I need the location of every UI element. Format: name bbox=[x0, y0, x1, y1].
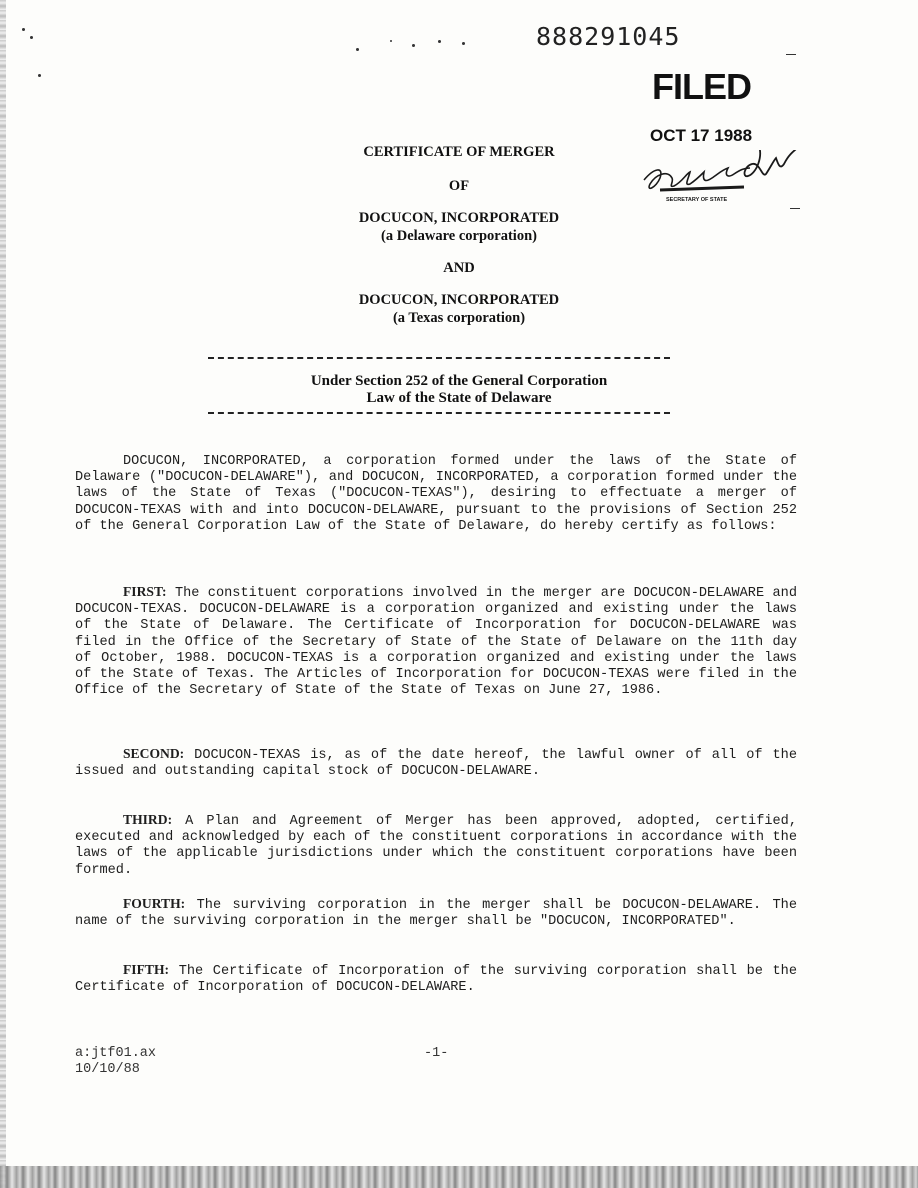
dashed-rule-top bbox=[208, 357, 670, 359]
subtitle-line-1: Under Section 252 of the General Corporation bbox=[310, 373, 608, 389]
svg-text:SECRETARY OF STATE: SECRETARY OF STATE bbox=[666, 197, 728, 203]
scan-speck bbox=[786, 54, 796, 55]
scan-speck bbox=[356, 48, 359, 51]
filed-stamp-date: OCT 17 1988 bbox=[650, 126, 753, 145]
first-paragraph: FIRST: The constituent corporations involved in the merger are DOCUCON-DELAWARE and DOCUCON-TEXAS. DOCUCON-DELAWARE is a corporation organized and existing under the laws of the State of Delaware. The Certificate of Incorporation for DOCUCON-DELAWARE was filed in the Office of the Secretary of State of the State of Delaware on the 11th day of October, 1988. DOCUCON-TEXAS is a corporation organized and existing under the laws of the State of Texas. The Articles of Incorporation for DOCUCON-TEXAS were filed in the Office of the Secretary of State of the State of Texas on June 27, 1986. bbox=[75, 584, 797, 699]
scan-speck bbox=[30, 36, 33, 39]
title-texas-corp-name: DOCUCON, INCORPORATED bbox=[358, 292, 560, 308]
scan-speck bbox=[412, 44, 415, 47]
footer-file-name: a:jtf01.ax bbox=[75, 1046, 157, 1061]
subtitle-line-2: Law of the State of Delaware bbox=[366, 390, 552, 406]
dashed-rule-bottom bbox=[208, 412, 670, 414]
scan-speck bbox=[22, 28, 25, 31]
filed-stamp: FILED bbox=[652, 66, 751, 107]
footer-file-reference bbox=[75, 1046, 156, 1078]
second-paragraph: SECOND: DOCUCON-TEXAS is, as of the date hereof, the lawful owner of all of the issued and outstanding capital stock of DOCUCON-DELAWARE. bbox=[75, 746, 797, 780]
fourth-label: FOURTH: bbox=[123, 896, 186, 911]
title-certificate-of-merger: CERTIFICATE OF MERGER bbox=[363, 144, 555, 160]
fourth-paragraph: FOURTH: The surviving corporation in the merger shall be DOCUCON-DELAWARE. The name of the surviving corporation in the merger shall be "DOCUCON, INCORPORATED". bbox=[75, 896, 797, 930]
title-delaware-corp-type: (a Delaware corporation) bbox=[381, 228, 537, 244]
fifth-paragraph: FIFTH: The Certificate of Incorporation of the surviving corporation shall be the Certificate of Incorporation of DOCUCON-DELAWARE. bbox=[75, 962, 797, 996]
first-label: FIRST: bbox=[123, 584, 167, 599]
scan-speck bbox=[390, 40, 392, 42]
third-paragraph: THIRD: A Plan and Agreement of Merger has been approved, adopted, certified, executed and acknowledged by each of the constituent corporations in accordance with the laws of the applicable jurisdictions under which the constituent corporations have been formed. bbox=[75, 812, 797, 878]
fifth-label: FIFTH: bbox=[123, 962, 170, 977]
intro-paragraph: DOCUCON, INCORPORATED, a corporation formed under the laws of the State of Delaware ("DOCUCON-DELAWARE"), and DOCUCON, INCORPORATED, a corporation formed under the laws of the State of Texas ("DOCUCON-TEXAS"), desiring to effectuate a merger of DOCUCON-TEXAS with and into DOCUCON-DELAWARE, pursuant to the provisions of Section 252 of the General Corporation Law of the State of Delaware, do hereby certify as follows: bbox=[75, 454, 797, 534]
title-of: OF bbox=[448, 178, 470, 194]
title-texas-corp-type: (a Texas corporation) bbox=[392, 310, 526, 326]
document-number: 888291045 bbox=[536, 22, 681, 51]
third-label: THIRD: bbox=[123, 812, 173, 827]
scan-speck bbox=[438, 40, 441, 43]
title-and: AND bbox=[443, 260, 475, 276]
second-label: SECOND: bbox=[123, 746, 185, 761]
footer-file-date: 10/10/88 bbox=[75, 1062, 140, 1077]
title-delaware-corp-name: DOCUCON, INCORPORATED bbox=[358, 210, 560, 226]
scan-bottom-edge bbox=[0, 1166, 918, 1188]
scan-speck bbox=[38, 74, 41, 77]
page-number: -1- bbox=[424, 1046, 449, 1061]
scan-speck bbox=[462, 42, 465, 45]
